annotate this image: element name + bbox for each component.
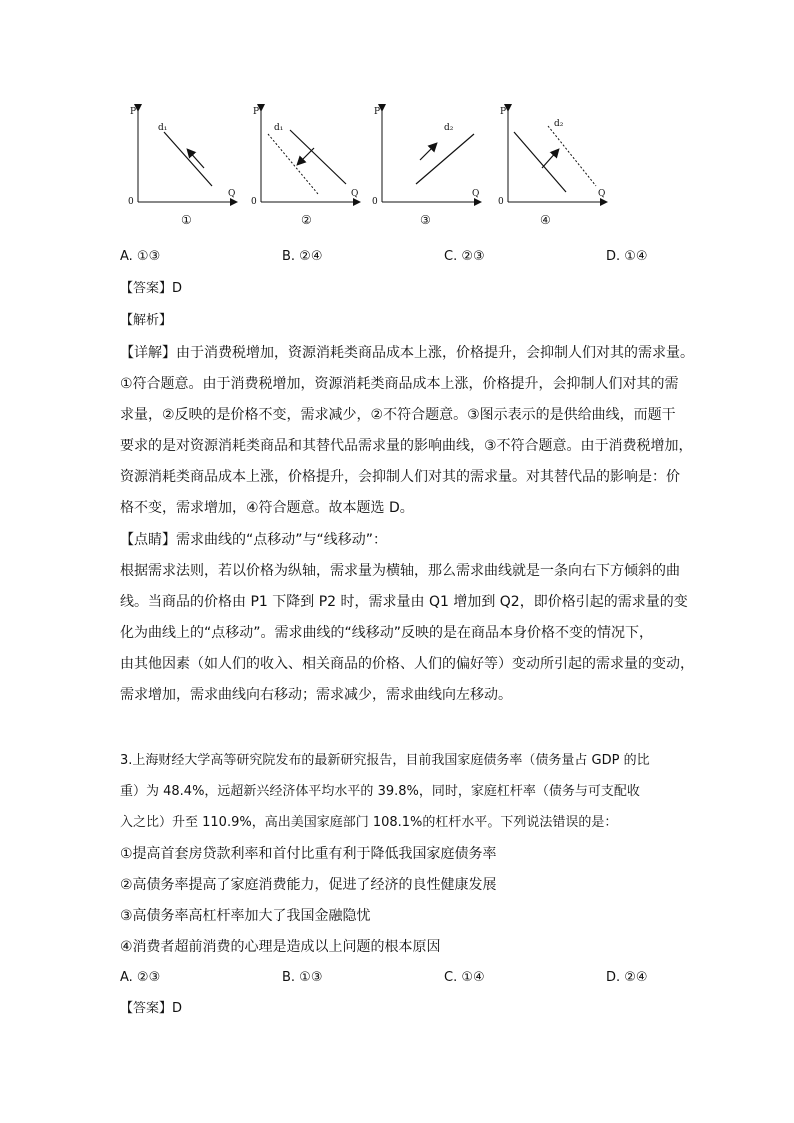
q2-tip-line: 线。当商品的价格由 P1 下降到 P2 时，需求量由 Q1 增加到 Q2，即价格引起的需求量的变 (120, 594, 688, 610)
q2-detail-line: 要求的是对资源消耗类商品和其替代品需求量的影响曲线，③不符合题意。由于消费税增加， (120, 438, 693, 454)
diagrams-svg (118, 100, 698, 235)
axis-q-label: Q (351, 189, 359, 199)
q2-tip-line: 根据需求法则，若以价格为纵轴，需求量为横轴，那么需求曲线就是一条向右下方倾斜的曲 (120, 563, 680, 579)
axis-p-label: P (374, 107, 381, 117)
q3-option-c: C. ①④ (444, 970, 485, 985)
panel-label: ① (181, 213, 192, 227)
diagram-panel-1 (128, 107, 236, 227)
q2-option-b: B. ②④ (282, 249, 323, 264)
axis-p-label: P (500, 107, 507, 117)
origin-label: 0 (128, 197, 134, 207)
demand-curve (290, 130, 346, 184)
q3-statement-2: ②高债务率提高了家庭消费能力，促进了经济的良性健康发展 (120, 877, 497, 893)
q2-tip-line: 由其他因素（如人们的收入、相关商品的价格、人们的偏好等）变动所引起的需求量的变动， (120, 656, 694, 672)
q3-option-b: B. ①③ (282, 970, 323, 985)
diagram-panel-3 (372, 107, 480, 227)
shifted-demand-curve (548, 126, 596, 186)
q3-statement-1: ①提高首套房贷款利率和首付比重有利于降低我国家庭债务率 (120, 846, 497, 862)
q2-option-a: A. ①③ (120, 249, 161, 264)
q3-statement-4: ④消费者超前消费的心理是造成以上问题的根本原因 (120, 939, 441, 955)
axis-q-label: Q (472, 189, 480, 199)
curve-label: d₁ (274, 123, 284, 133)
curve-label: d₂ (554, 119, 564, 129)
q2-detail-line: 格不变，需求增加，④符合题意。故本题选 D。 (120, 500, 414, 516)
q2-detail-line: 资源消耗类商品成本上涨，价格提升，会抑制人们对其的需求量。对其替代品的影响是：价 (120, 469, 680, 485)
q2-answer: 【答案】D (120, 281, 183, 296)
panel-label: ③ (420, 213, 431, 227)
demand-curve (514, 132, 566, 192)
q2-tip-title: 【点睛】需求曲线的“点移动”与“线移动”： (120, 532, 388, 548)
origin-label: 0 (251, 197, 257, 207)
q2-tip-line: 需求增加，需求曲线向右移动；需求减少，需求曲线向左移动。 (120, 687, 512, 703)
shift-arrow (420, 144, 436, 160)
curve-label: d₂ (444, 123, 454, 133)
q3-stem-line: 入之比）升至 110.9%，高出美国家庭部门 108.1%的杠杆水平。下列说法错误的是： (120, 815, 618, 830)
diagram-panel-2 (251, 107, 359, 227)
q2-analysis-title: 【解析】 (120, 313, 173, 328)
axis-p-label: P (253, 107, 260, 117)
q3-stem-line: 重）为 48.4%，远超新兴经济体平均水平的 39.8%，同时，家庭杠杆率（债务与可支配收 (120, 784, 640, 799)
axis-p-label: P (130, 107, 137, 117)
q3-statement-3: ③高债务率高杠杆率加大了我国金融隐忧 (120, 908, 371, 924)
shift-arrow (188, 150, 204, 168)
demand-curve-diagrams (118, 100, 698, 235)
q3-option-a: A. ②③ (120, 970, 161, 985)
diagram-panel-4 (498, 107, 606, 227)
shift-arrow (298, 148, 314, 164)
origin-label: 0 (372, 197, 378, 207)
panel-label: ② (301, 213, 312, 227)
panel-label: ④ (540, 213, 551, 227)
shift-arrow (542, 150, 558, 168)
axis-q-label: Q (598, 189, 606, 199)
demand-curve (164, 132, 212, 186)
shifted-demand-curve (268, 134, 318, 194)
q2-option-d: D. ①④ (606, 249, 648, 264)
supply-curve (416, 134, 474, 184)
axis-q-label: Q (228, 189, 236, 199)
origin-label: 0 (498, 197, 504, 207)
q2-detail-line: ①符合题意。由于消费税增加，资源消耗类商品成本上涨，价格提升，会抑制人们对其的需 (120, 376, 679, 392)
q3-answer: 【答案】D (120, 1001, 183, 1016)
q2-tip-line: 化为曲线上的“点移动”。需求曲线的“线移动”反映的是在商品本身价格不变的情况下， (120, 625, 654, 641)
q2-detail-line: 【详解】由于消费税增加，资源消耗类商品成本上涨，价格提升，会抑制人们对其的需求量。 (120, 345, 694, 361)
curve-label: d₁ (158, 123, 168, 133)
q2-option-c: C. ②③ (444, 249, 485, 264)
q3-option-d: D. ②④ (606, 970, 648, 985)
q2-detail-line: 求量，②反映的是价格不变，需求减少，②不符合题意。③图示表示的是供给曲线，而题干 (120, 407, 676, 423)
q3-stem-line: 3.上海财经大学高等研究院发布的最新研究报告，目前我国家庭债务率（债务量占 GDP 的比 (120, 753, 650, 768)
